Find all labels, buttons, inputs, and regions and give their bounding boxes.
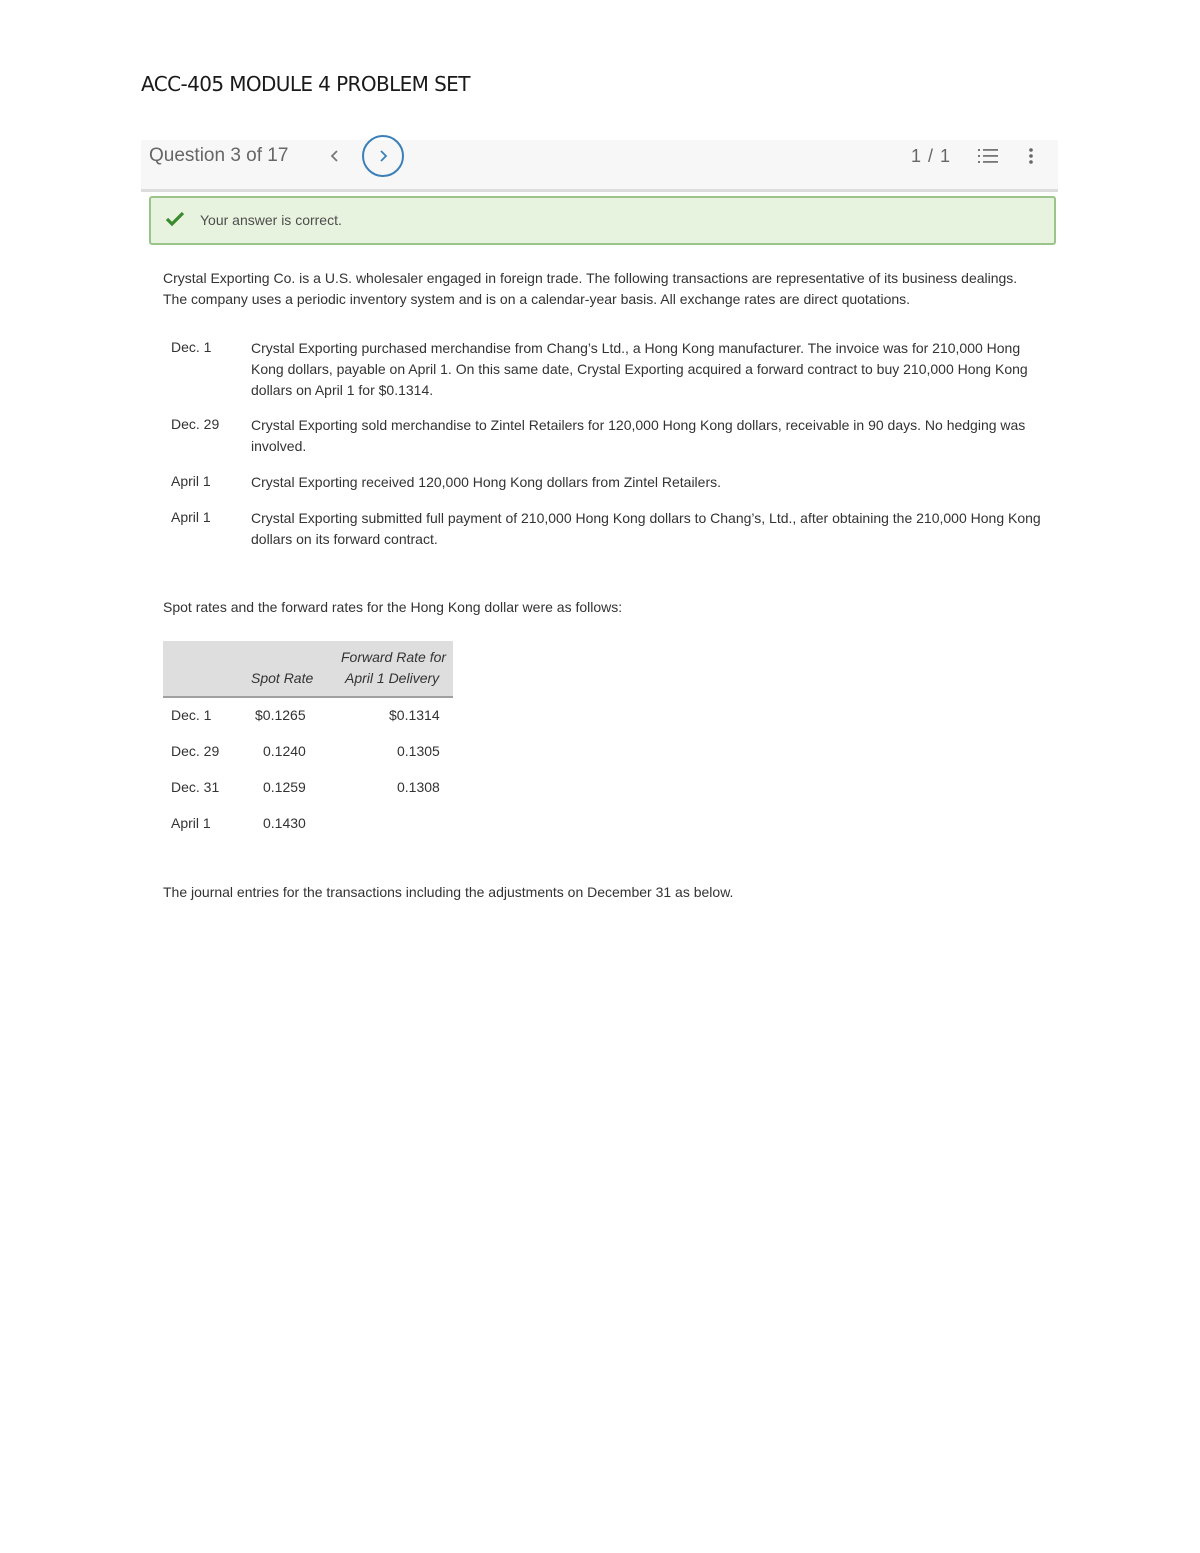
forward-rate-header: Forward Rate for (341, 649, 447, 665)
rate-date: Dec. 31 (171, 779, 220, 795)
transaction-description: Crystal Exporting sold merchandise to Zintel Retailers for 120,000 Hong Kong dollars, receivable in 90 days. No hedging was involved. (251, 417, 1026, 454)
journal-entries-intro: The journal entries for the transactions including the adjustments on December 31 as below. (163, 884, 734, 900)
rate-date: Dec. 29 (171, 743, 220, 759)
question-list-button[interactable] (977, 146, 999, 166)
transaction-description: Crystal Exporting received 120,000 Hong Kong dollars from Zintel Retailers. (251, 474, 722, 490)
forward-rate-value: 0.1305 (397, 743, 440, 759)
question-counter: Question 3 of 17 (149, 145, 289, 166)
forward-rate-value: $0.1314 (389, 707, 440, 723)
rate-date: Dec. 1 (171, 707, 212, 723)
more-options-button[interactable] (1027, 146, 1035, 166)
spot-rate-value: 0.1430 (263, 815, 306, 831)
feedback-message: Your answer is correct. (200, 212, 342, 228)
numbered-list-icon (977, 146, 999, 166)
transaction-date: April 1 (171, 473, 211, 489)
table-header (163, 641, 453, 698)
transaction-description: Crystal Exporting purchased merchandise from Chang’s Ltd., a Hong Kong manufacturer. The invoice was for 210,000 Hong Kong dollars, payable on April 1. On this same date, Crystal Exporting acquired a forward contract to buy 210,000 Hong Kong dollars on April 1 for $0.1314. (251, 340, 1028, 398)
question-toolbar (141, 140, 1058, 192)
checkmark-icon (165, 210, 185, 228)
document-title: ACC-405 MODULE 4 PROBLEM SET (141, 72, 470, 96)
chevron-left-icon (330, 149, 340, 163)
spot-rate-value: $0.1265 (255, 707, 306, 723)
forward-rate-header: April 1 Delivery (345, 670, 440, 686)
spot-rate-header: Spot Rate (251, 670, 314, 686)
answer-feedback-banner (149, 196, 1056, 245)
problem-intro: Crystal Exporting Co. is a U.S. wholesaler engaged in foreign trade. The following transactions are representative of its business dealings. The company uses a periodic inventory system and is on a calendar-year basis. All exchange rates are direct quotations. (163, 270, 1018, 307)
forward-rate-value: 0.1308 (397, 779, 440, 795)
transaction-date: Dec. 29 (171, 416, 220, 432)
vertical-ellipsis-icon (1027, 146, 1035, 166)
previous-question-button[interactable] (327, 144, 343, 168)
spot-rate-value: 0.1240 (263, 743, 306, 759)
question-panel (141, 140, 1058, 917)
rate-date: April 1 (171, 815, 211, 831)
spot-rate-value: 0.1259 (263, 779, 306, 795)
chevron-right-icon (378, 149, 388, 163)
transaction-date: April 1 (171, 509, 211, 525)
transaction-description: Crystal Exporting submitted full payment of 210,000 Hong Kong dollars to Chang’s, Ltd., after obtaining the 210,000 Hong Kong dollars on its forward contract. (251, 510, 1041, 547)
score-display: 1 / 1 (911, 146, 952, 166)
transaction-date: Dec. 1 (171, 339, 212, 355)
next-question-button[interactable] (362, 135, 404, 177)
rates-intro: Spot rates and the forward rates for the Hong Kong dollar were as follows: (163, 599, 623, 615)
